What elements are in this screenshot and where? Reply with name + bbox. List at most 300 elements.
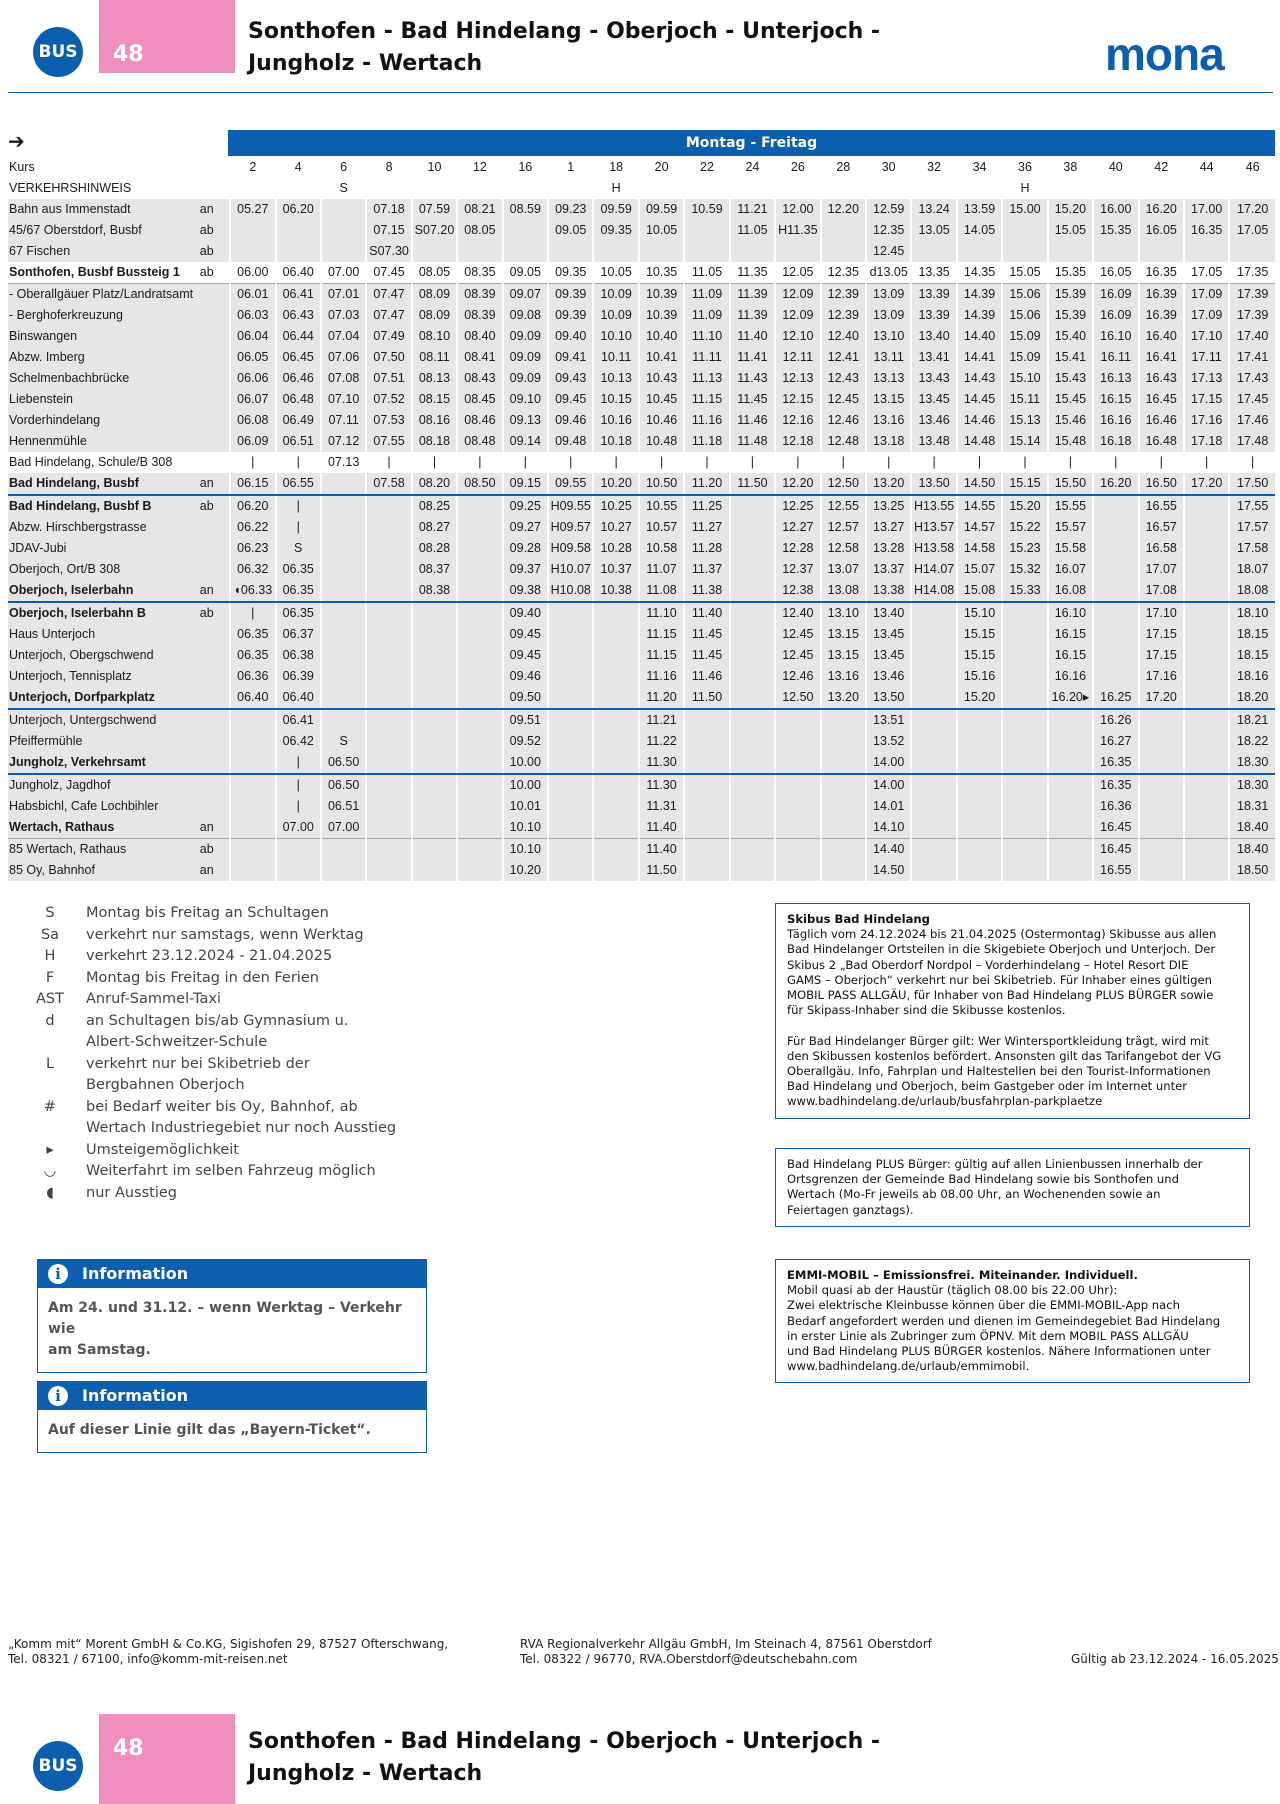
time-cell: 06.35 — [230, 645, 275, 666]
legend-key: F — [45, 969, 55, 986]
arrival-departure-marker — [196, 752, 230, 774]
time-cell: H11.35 — [775, 220, 820, 241]
time-cell: 12.38 — [775, 580, 820, 602]
route-title — [248, 1726, 880, 1790]
time-cell: 07.00 — [321, 817, 366, 839]
time-cell — [457, 687, 502, 709]
time-cell: 12 — [457, 157, 502, 178]
time-cell: | — [866, 452, 911, 473]
time-cell: 13.45 — [866, 645, 911, 666]
time-cell: S — [321, 731, 366, 752]
svg-text:mona: mona — [1105, 34, 1224, 76]
time-cell: 10.09 — [593, 284, 638, 306]
time-cell — [1184, 624, 1229, 645]
time-cell: 07.47 — [366, 284, 411, 306]
time-cell: 10.43 — [639, 368, 684, 389]
station-name: Habsbichl, Cafe Lochbihler — [8, 796, 196, 817]
arrival-departure-marker — [196, 284, 230, 306]
station-name: Bad Hindelang, Busbf — [8, 473, 196, 495]
time-cell — [684, 817, 729, 839]
footer-line: RVA Regionalverkehr Allgäu GmbH, Im Steinach 4, 87561 Oberstdorf — [520, 1637, 932, 1651]
station-name: Binswangen — [8, 326, 196, 347]
time-cell: 09.28 — [503, 538, 548, 559]
time-cell: | — [276, 752, 321, 774]
time-cell: 13.52 — [866, 731, 911, 752]
time-cell: 15.20 — [1048, 199, 1093, 220]
time-cell: 17.55 — [1229, 495, 1275, 517]
time-cell: 07.12 — [321, 431, 366, 452]
time-cell — [775, 774, 820, 796]
time-cell: 17.05 — [1184, 262, 1229, 284]
time-cell — [821, 220, 866, 241]
time-cell: 08.18 — [412, 431, 457, 452]
time-cell — [684, 731, 729, 752]
time-cell: 12.16 — [775, 410, 820, 431]
time-cell: 17.58 — [1229, 538, 1275, 559]
time-cell: 17.39 — [1229, 284, 1275, 306]
time-cell — [1139, 731, 1184, 752]
time-cell: | — [230, 452, 275, 473]
time-cell: 16.48 — [1139, 431, 1184, 452]
time-cell: 11.35 — [730, 262, 775, 284]
time-cell — [457, 178, 502, 199]
time-cell: 07.53 — [366, 410, 411, 431]
footer-line: Tel. 08322 / 96770, RVA.Oberstdorf@deutschebahn.com — [520, 1652, 858, 1666]
time-cell: 10.27 — [593, 517, 638, 538]
time-cell — [730, 559, 775, 580]
time-cell: 44 — [1184, 157, 1229, 178]
time-cell: 13.37 — [866, 559, 911, 580]
time-cell — [911, 752, 956, 774]
line-number-box: 48 — [99, 1714, 235, 1804]
time-cell — [1184, 241, 1229, 262]
time-cell — [1002, 817, 1047, 839]
time-cell — [1184, 860, 1229, 881]
bus-badge: BUS — [33, 1741, 83, 1791]
time-cell: 12.05 — [775, 262, 820, 284]
time-cell — [457, 645, 502, 666]
time-cell: 14.10 — [866, 817, 911, 839]
time-cell: 17.05 — [1229, 220, 1275, 241]
time-cell: 12.25 — [775, 495, 820, 517]
time-cell — [230, 709, 275, 731]
time-cell: 10.09 — [593, 305, 638, 326]
time-cell — [593, 624, 638, 645]
time-cell: 09.55 — [548, 473, 593, 495]
time-cell: 12.20 — [821, 199, 866, 220]
time-cell: 13.10 — [866, 326, 911, 347]
time-cell: 16.09 — [1093, 305, 1138, 326]
time-cell: 06.20 — [230, 495, 275, 517]
time-cell: H13.57 — [911, 517, 956, 538]
time-cell: 17.39 — [1229, 305, 1275, 326]
time-cell: H10.08 — [548, 580, 593, 602]
time-cell: 15.07 — [957, 559, 1002, 580]
time-cell: 18 — [593, 157, 638, 178]
time-cell: 10.48 — [639, 431, 684, 452]
time-cell: 09.37 — [503, 559, 548, 580]
time-cell: 06.55 — [276, 473, 321, 495]
time-cell — [457, 666, 502, 687]
time-cell: 16.35 — [1093, 774, 1138, 796]
time-cell: 08.15 — [412, 389, 457, 410]
time-cell: 09.50 — [503, 687, 548, 709]
time-cell: 15.13 — [1002, 410, 1047, 431]
time-cell — [366, 731, 411, 752]
time-cell: 08.20 — [412, 473, 457, 495]
time-cell — [957, 709, 1002, 731]
time-cell: 07.55 — [366, 431, 411, 452]
time-cell — [321, 559, 366, 580]
time-cell — [457, 517, 502, 538]
arrival-departure-marker — [196, 431, 230, 452]
legend — [30, 903, 400, 1204]
time-cell — [412, 709, 457, 731]
time-cell — [1093, 580, 1138, 602]
time-cell: 11.40 — [730, 326, 775, 347]
time-cell: 14.58 — [957, 538, 1002, 559]
time-cell — [821, 178, 866, 199]
info-box-body — [38, 1288, 426, 1372]
time-cell — [957, 752, 1002, 774]
time-cell: H09.55 — [548, 495, 593, 517]
time-cell: 14.39 — [957, 284, 1002, 306]
station-name: Abzw. Hirschbergstrasse — [8, 517, 196, 538]
arrival-departure-marker: ab — [196, 839, 230, 861]
time-cell — [593, 687, 638, 709]
time-cell: 06.46 — [276, 368, 321, 389]
station-name: Pfeiffermühle — [8, 731, 196, 752]
time-cell — [457, 602, 502, 624]
timetable-row — [8, 666, 1275, 687]
time-cell: 17.10 — [1139, 602, 1184, 624]
time-cell — [1002, 860, 1047, 881]
time-cell: 06.51 — [276, 431, 321, 452]
time-cell: 06.43 — [276, 305, 321, 326]
timetable-row — [8, 241, 1275, 262]
time-cell: 07.04 — [321, 326, 366, 347]
time-cell — [821, 839, 866, 861]
time-cell — [366, 709, 411, 731]
legend-item — [30, 1118, 400, 1140]
station-name: Sonthofen, Busbf Bussteig 1 — [8, 262, 196, 284]
time-cell: 07.06 — [321, 347, 366, 368]
time-cell: 12.13 — [775, 368, 820, 389]
time-cell: 14.43 — [957, 368, 1002, 389]
time-cell: 07.11 — [321, 410, 366, 431]
time-cell: 17.57 — [1229, 517, 1275, 538]
time-cell: 10.59 — [684, 199, 729, 220]
time-cell — [593, 709, 638, 731]
time-cell — [684, 774, 729, 796]
time-cell: 15.50 — [1048, 473, 1093, 495]
time-cell: 08.25 — [412, 495, 457, 517]
time-cell: 05.27 — [230, 199, 275, 220]
time-cell: 09.48 — [548, 431, 593, 452]
time-cell: 13.51 — [866, 709, 911, 731]
time-cell: 08.09 — [412, 284, 457, 306]
note-line: Skibus 2 „Bad Oberdorf Nordpol – Vorderhindelang – Hotel Resort DIE — [787, 957, 1189, 972]
time-cell: 10.28 — [593, 538, 638, 559]
arrival-departure-marker — [196, 666, 230, 687]
time-cell — [1002, 796, 1047, 817]
time-cell: 10.45 — [639, 389, 684, 410]
time-cell: 17.13 — [1184, 368, 1229, 389]
station-name: Abzw. Imberg — [8, 347, 196, 368]
route-title-line1: Sonthofen - Bad Hindelang - Oberjoch - Unterjoch - — [248, 1729, 881, 1754]
time-cell — [321, 624, 366, 645]
time-cell: 12.27 — [775, 517, 820, 538]
time-cell — [1139, 796, 1184, 817]
time-cell: 12.48 — [821, 431, 866, 452]
time-cell: 10.13 — [593, 368, 638, 389]
time-cell — [1002, 752, 1047, 774]
time-cell: 13.15 — [821, 624, 866, 645]
arrival-departure-marker: ab — [196, 220, 230, 241]
time-cell — [1048, 178, 1093, 199]
time-cell: 16.20 — [1139, 199, 1184, 220]
legend-text: Weiterfahrt im selben Fahrzeug möglich — [86, 1163, 376, 1179]
time-cell — [684, 752, 729, 774]
time-cell: 16.20 — [1093, 473, 1138, 495]
legend-item — [30, 903, 400, 925]
time-cell — [730, 580, 775, 602]
timetable-row — [8, 284, 1275, 306]
time-cell: 11.16 — [639, 666, 684, 687]
time-cell: 09.52 — [503, 731, 548, 752]
time-cell: | — [1229, 452, 1275, 473]
time-cell: 08.39 — [457, 284, 502, 306]
time-cell — [366, 752, 411, 774]
arrival-departure-marker — [196, 326, 230, 347]
time-cell: 11.41 — [730, 347, 775, 368]
time-cell: 06.09 — [230, 431, 275, 452]
time-cell: d13.05 — [866, 262, 911, 284]
time-cell — [548, 666, 593, 687]
time-cell: 07.13 — [321, 452, 366, 473]
time-cell: 07.47 — [366, 305, 411, 326]
station-name: Unterjoch, Untergschwend — [8, 709, 196, 731]
time-cell — [730, 624, 775, 645]
time-cell: 13.07 — [821, 559, 866, 580]
timetable-row — [8, 624, 1275, 645]
time-cell: 06.50 — [321, 774, 366, 796]
time-cell: 06.50 — [321, 752, 366, 774]
time-cell — [321, 666, 366, 687]
time-cell — [1048, 774, 1093, 796]
note-line: www.badhindelang.de/urlaub/busfahrplan-parkplaetze — [787, 1094, 1103, 1109]
time-cell: 13.18 — [866, 431, 911, 452]
legend-key — [30, 1118, 70, 1140]
time-cell — [548, 624, 593, 645]
time-cell: 08.40 — [457, 326, 502, 347]
time-cell: 13.15 — [821, 645, 866, 666]
time-cell: 12.45 — [821, 389, 866, 410]
page-header-repeat — [0, 1714, 1280, 1804]
time-cell — [366, 774, 411, 796]
time-cell: 28 — [821, 157, 866, 178]
time-cell: 16.41 — [1139, 347, 1184, 368]
timetable-row — [8, 199, 1275, 220]
time-cell: 12.55 — [821, 495, 866, 517]
time-cell: 46 — [1229, 157, 1275, 178]
time-cell — [412, 241, 457, 262]
time-cell — [366, 580, 411, 602]
time-cell — [775, 178, 820, 199]
time-cell: 10.55 — [639, 495, 684, 517]
time-cell: 16.39 — [1139, 305, 1184, 326]
legend-text: Montag bis Freitag an Schultagen — [86, 905, 329, 921]
time-cell: | — [276, 796, 321, 817]
legend-key: # — [43, 1098, 57, 1115]
validity-date: Gültig ab 23.12.2024 - 16.05.2025 — [1071, 1652, 1279, 1666]
time-cell: 12.39 — [821, 284, 866, 306]
time-cell — [1184, 580, 1229, 602]
time-cell — [230, 178, 275, 199]
time-cell — [1184, 666, 1229, 687]
info-icon: i — [48, 1264, 68, 1284]
timetable-grid — [8, 157, 1275, 881]
timetable-row — [8, 368, 1275, 389]
time-cell: 15.39 — [1048, 284, 1093, 306]
time-cell: 17.10 — [1184, 326, 1229, 347]
time-cell: 11.30 — [639, 774, 684, 796]
time-cell: 12.45 — [775, 645, 820, 666]
time-cell — [457, 860, 502, 881]
time-cell — [412, 796, 457, 817]
time-cell: 09.15 — [503, 473, 548, 495]
time-cell: 09.14 — [503, 431, 548, 452]
time-cell: 16.10 — [1048, 602, 1093, 624]
time-cell: 13.59 — [957, 199, 1002, 220]
time-cell: 26 — [775, 157, 820, 178]
time-cell: 15.39 — [1048, 305, 1093, 326]
note-line: Oberallgäu. Info, Fahrplan und Haltestellen bei den Tourist-Informationen — [787, 1064, 1211, 1079]
time-cell: | — [412, 452, 457, 473]
time-cell: 36 — [1002, 157, 1047, 178]
time-cell — [1139, 860, 1184, 881]
time-cell: 09.38 — [503, 580, 548, 602]
time-cell: 15.05 — [1002, 262, 1047, 284]
time-cell — [457, 241, 502, 262]
time-cell: 09.39 — [548, 305, 593, 326]
station-name: Bahn aus Immenstadt — [8, 199, 196, 220]
time-cell: 08.43 — [457, 368, 502, 389]
time-cell: | — [366, 452, 411, 473]
time-cell: 22 — [684, 157, 729, 178]
time-cell — [366, 517, 411, 538]
time-cell: 18.15 — [1229, 624, 1275, 645]
arrival-departure-marker: an — [196, 817, 230, 839]
time-cell — [412, 817, 457, 839]
legend-item — [30, 989, 400, 1011]
legend-item — [30, 946, 400, 968]
time-cell: 16.55 — [1093, 860, 1138, 881]
time-cell: 12.41 — [821, 347, 866, 368]
time-cell: 08.38 — [412, 580, 457, 602]
time-cell — [957, 731, 1002, 752]
time-cell — [684, 839, 729, 861]
time-cell: 11.15 — [684, 389, 729, 410]
station-name: Haus Unterjoch — [8, 624, 196, 645]
time-cell — [639, 178, 684, 199]
time-cell: 16.55 — [1139, 495, 1184, 517]
time-cell: 06.07 — [230, 389, 275, 410]
time-cell: 12.45 — [775, 624, 820, 645]
time-cell: 16.45 — [1139, 389, 1184, 410]
time-cell: 11.15 — [639, 645, 684, 666]
time-cell: 10.39 — [639, 284, 684, 306]
time-cell — [730, 860, 775, 881]
time-cell — [1229, 241, 1275, 262]
time-cell: 06.32 — [230, 559, 275, 580]
time-cell: 11.39 — [730, 305, 775, 326]
time-cell — [276, 220, 321, 241]
timetable-row — [8, 796, 1275, 817]
time-cell: 15.16 — [957, 666, 1002, 687]
legend-text: an Schultagen bis/ab Gymnasium u. — [86, 1012, 349, 1029]
time-cell — [230, 731, 275, 752]
time-cell — [366, 687, 411, 709]
station-name: Bad Hindelang, Schule/B 308 — [9, 455, 173, 469]
time-cell: 17.35 — [1229, 262, 1275, 284]
time-cell — [1048, 241, 1093, 262]
legend-text: verkehrt nur bei Skibetrieb der — [86, 1055, 310, 1072]
info-icon: i — [48, 1386, 68, 1406]
note-line: Täglich vom 24.12.2024 bis 21.04.2025 (Ostermontag) Skibusse aus allen — [787, 927, 1217, 942]
time-cell: 13.43 — [911, 368, 956, 389]
time-cell: 10.05 — [639, 220, 684, 241]
time-cell — [1048, 752, 1093, 774]
time-cell — [821, 860, 866, 881]
time-cell: 06.44 — [276, 326, 321, 347]
time-cell: 06.35 — [276, 580, 321, 602]
time-cell: 18.10 — [1229, 602, 1275, 624]
time-cell: 08.16 — [412, 410, 457, 431]
time-cell: 06.35 — [276, 602, 321, 624]
time-cell: 09.46 — [548, 410, 593, 431]
time-cell — [775, 709, 820, 731]
time-cell: 13.05 — [911, 220, 956, 241]
time-cell — [548, 817, 593, 839]
time-cell: S07.30 — [366, 241, 411, 262]
time-cell — [821, 709, 866, 731]
time-cell: 13.48 — [911, 431, 956, 452]
time-cell — [412, 645, 457, 666]
time-cell: 13.45 — [866, 624, 911, 645]
time-cell — [730, 645, 775, 666]
time-cell: 16 — [503, 157, 548, 178]
time-cell — [957, 796, 1002, 817]
time-cell: 06.48 — [276, 389, 321, 410]
line-number-box: 48 — [99, 0, 235, 73]
station-name: Oberjoch, Ort/B 308 — [8, 559, 196, 580]
time-cell: | — [1184, 452, 1229, 473]
timetable-row — [8, 538, 1275, 559]
time-cell: 13.38 — [866, 580, 911, 602]
time-cell: 12.37 — [775, 559, 820, 580]
time-cell: 16.25 — [1093, 687, 1138, 709]
time-cell: 10.05 — [593, 262, 638, 284]
time-cell — [730, 709, 775, 731]
time-cell: 14.00 — [866, 774, 911, 796]
time-cell — [730, 517, 775, 538]
time-cell — [412, 602, 457, 624]
time-cell: 15.10 — [1002, 368, 1047, 389]
time-cell — [1139, 774, 1184, 796]
time-cell — [1093, 559, 1138, 580]
time-cell: 14.40 — [866, 839, 911, 861]
